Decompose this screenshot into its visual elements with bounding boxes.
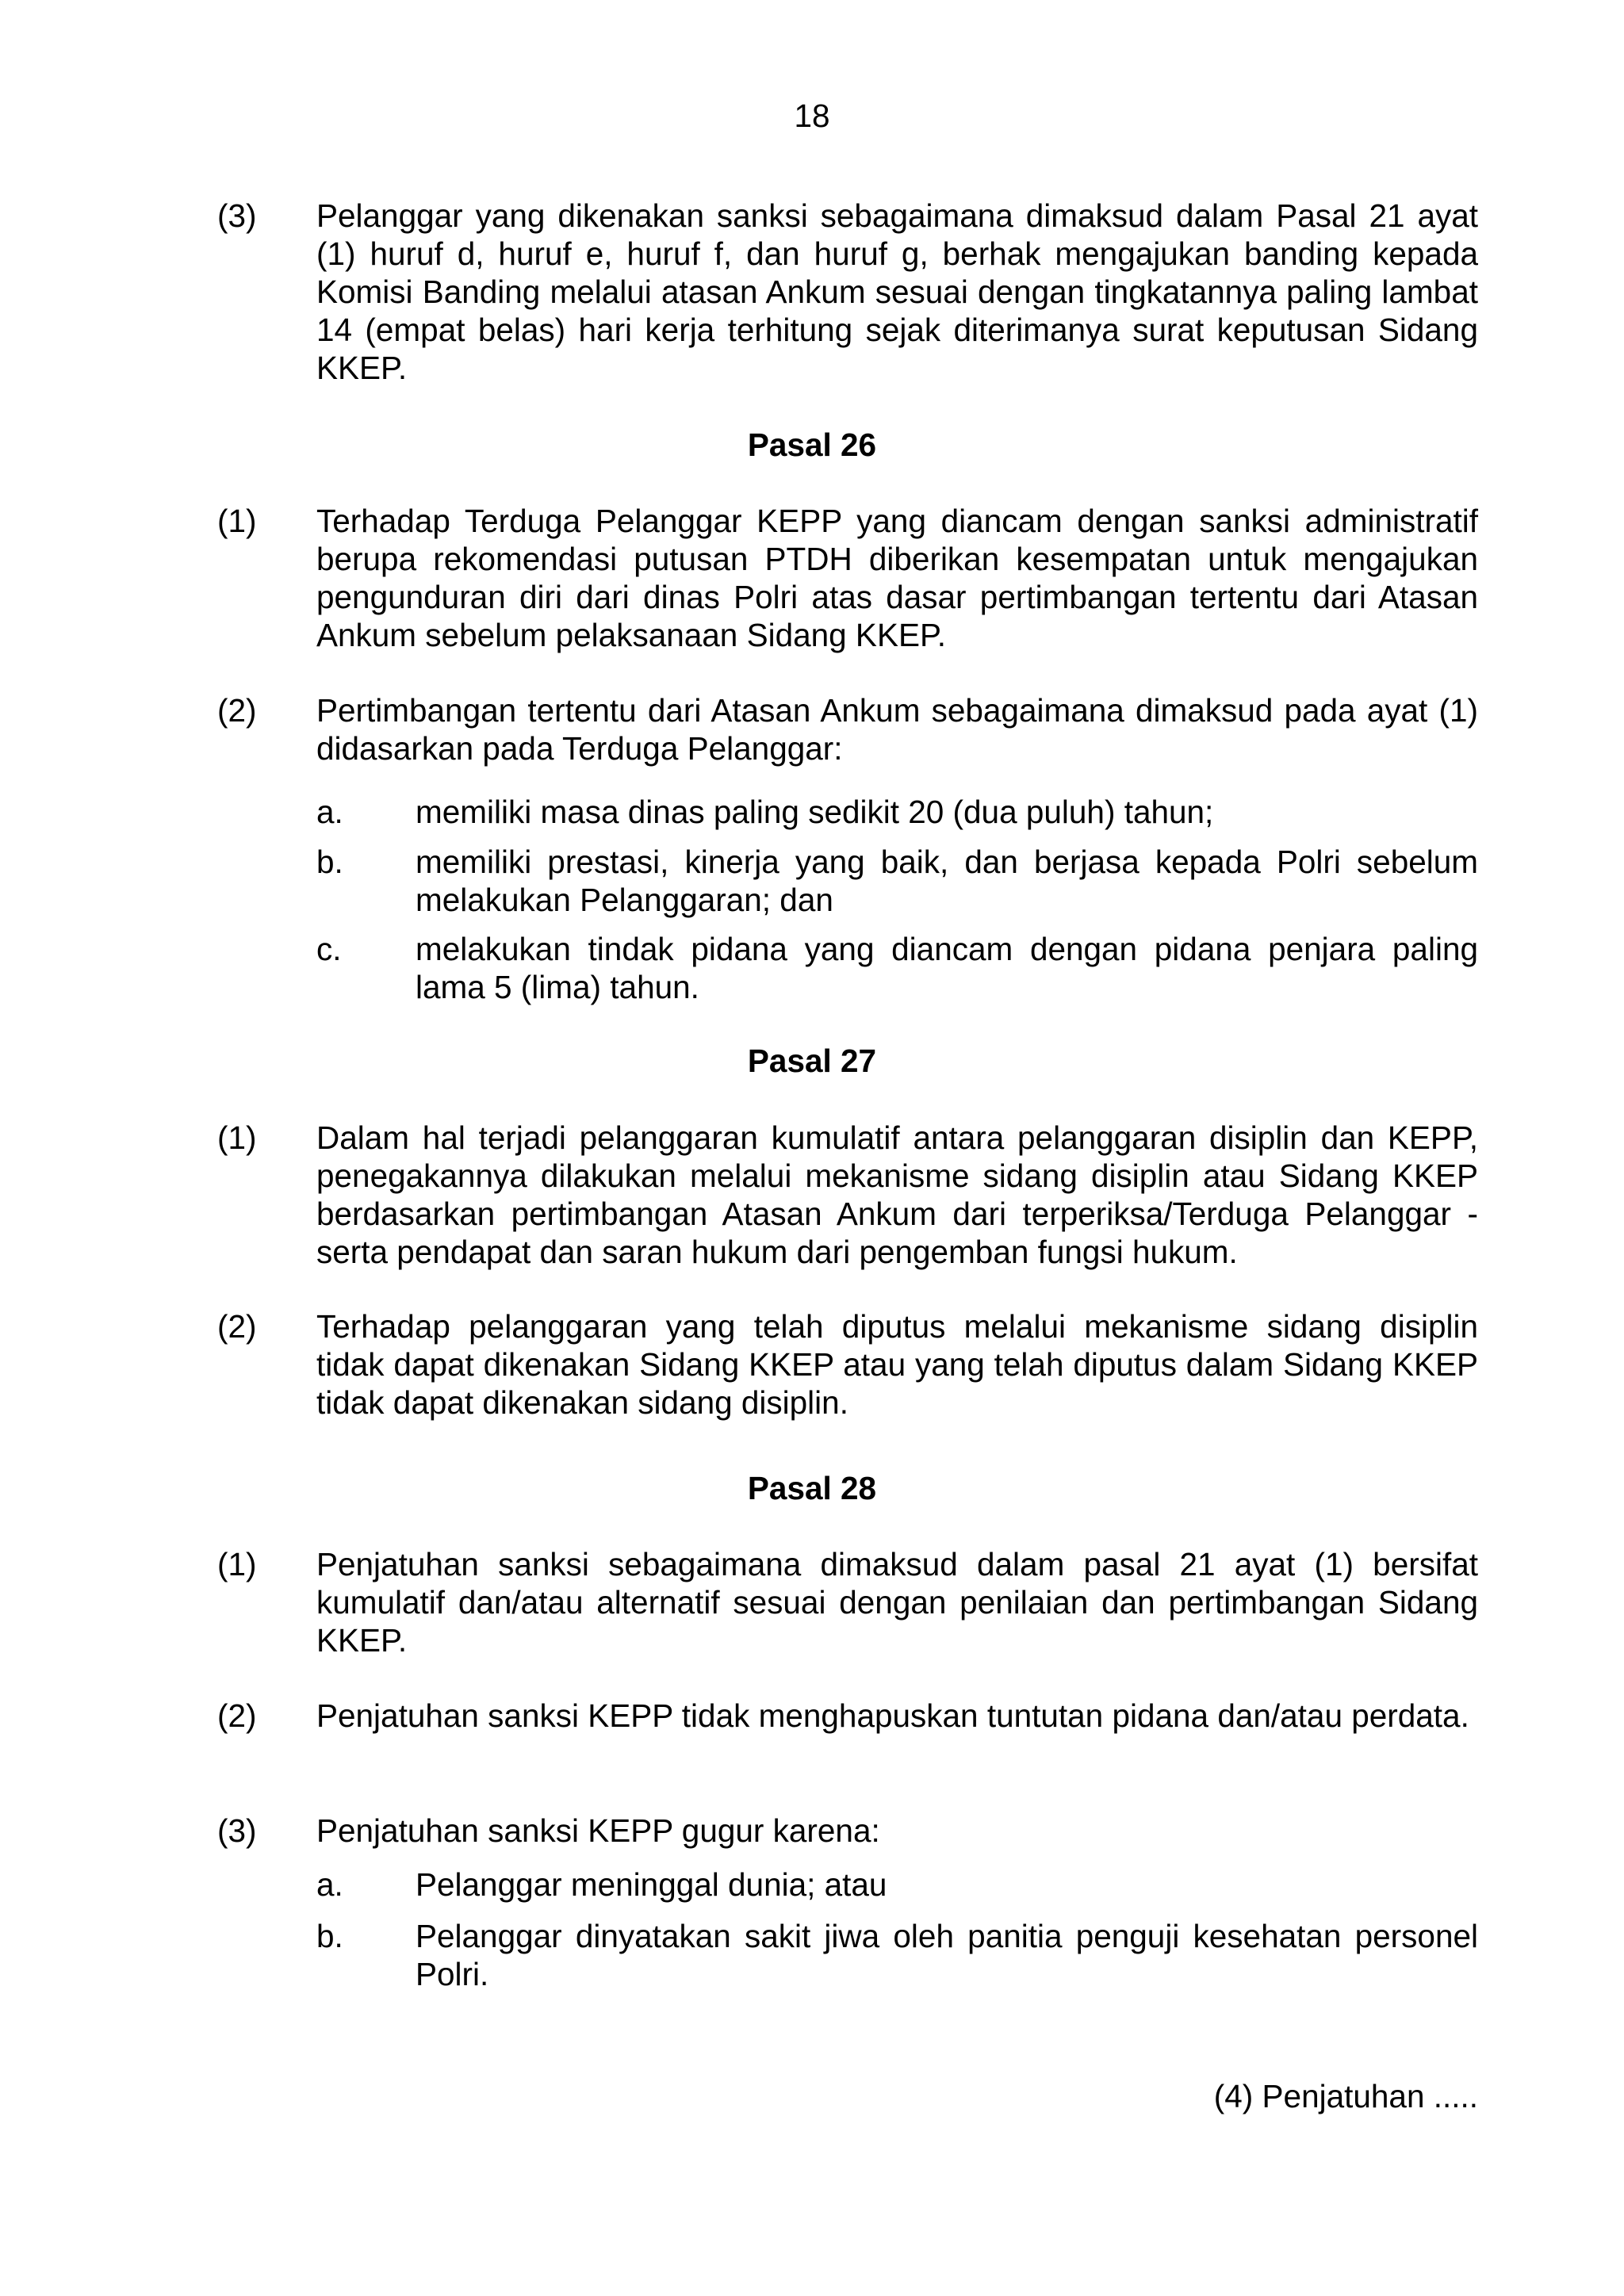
clause-text: Dalam hal terjadi pelanggaran kumulatif antara pelanggaran disiplin dan KEPP, penegakannya dilakukan melalui mekanisme sidang disiplin atau Sidang KKEP berdasarkan pertimbangan Atasan Ankum dari terperiksa/Terduga Pelanggar - serta pendapat dan saran hukum dari pengemban fungsi hukum. [316, 1119, 1478, 1270]
sub-item-letter: b. [316, 1918, 343, 1954]
clause-text: Pelanggar yang dikenakan sanksi sebagaimana dimaksud dalam Pasal 21 ayat (1) huruf d, huruf e, huruf f, dan huruf g, berhak mengajukan banding kepada Komisi Banding melalui atasan Ankum sesuai dengan tingkatannya paling lambat 14 (empat belas) hari kerja terhitung sejak diterimanya surat keputusan Sidang KKEP. [316, 197, 1478, 386]
clause-number: (1) [217, 503, 257, 539]
sub-item-letter: c. [316, 931, 342, 967]
sub-item-text: memiliki prestasi, kinerja yang baik, dan berjasa kepada Polri sebelum melakukan Pelanggaran; dan [416, 844, 1478, 918]
clause-number: (3) [217, 197, 257, 234]
sub-item-letter: b. [316, 844, 343, 880]
sub-item-text: Pelanggar dinyatakan sakit jiwa oleh panitia penguji kesehatan personel Polri. [416, 1918, 1478, 1992]
sub-item-letter: a. [316, 1866, 343, 1903]
clause-number: (2) [217, 1697, 257, 1734]
clause-number: (2) [217, 692, 257, 729]
sub-item-text: memiliki masa dinas paling sedikit 20 (dua puluh) tahun; [416, 794, 1214, 830]
clause-number: (1) [217, 1546, 257, 1582]
article-heading: Pasal 26 [747, 427, 877, 463]
page-number: 18 [794, 98, 830, 134]
continuation-footer: (4) Penjatuhan ..... [1213, 2078, 1478, 2114]
clause-text: Terhadap pelanggaran yang telah diputus melalui mekanisme sidang disiplin tidak dapat dikenakan Sidang KKEP atau yang telah diputus dalam Sidang KKEP tidak dapat dikenakan sidang disiplin. [316, 1308, 1478, 1421]
clause-text: Penjatuhan sanksi KEPP gugur karena: [316, 1812, 880, 1849]
clause-text: Terhadap Terduga Pelanggar KEPP yang diancam dengan sanksi administratif berupa rekomendasi putusan PTDH diberikan kesempatan untuk mengajukan pengunduran diri dari dinas Polri atas dasar pertimbangan tertentu dari Atasan Ankum sebelum pelaksanaan Sidang KKEP. [316, 503, 1478, 653]
sub-item-letter: a. [316, 794, 343, 830]
clause-text: Penjatuhan sanksi sebagaimana dimaksud dalam pasal 21 ayat (1) bersifat kumulatif dan/atau alternatif sesuai dengan penilaian dan pertimbangan Sidang KKEP. [316, 1546, 1478, 1659]
clause-number: (3) [217, 1812, 257, 1849]
clause-number: (1) [217, 1119, 257, 1156]
clause-text: Penjatuhan sanksi KEPP tidak menghapuskan tuntutan pidana dan/atau perdata. [316, 1697, 1469, 1734]
sub-item-text: Pelanggar meninggal dunia; atau [416, 1866, 887, 1903]
clause-text: Pertimbangan tertentu dari Atasan Ankum sebagaimana dimaksud pada ayat (1) didasarkan pada Terduga Pelanggar: [316, 692, 1478, 767]
article-heading: Pasal 28 [747, 1470, 877, 1506]
article-heading: Pasal 27 [747, 1043, 877, 1079]
sub-item-text: melakukan tindak pidana yang diancam dengan pidana penjara paling lama 5 (lima) tahun. [416, 931, 1478, 1005]
clause-number: (2) [217, 1308, 257, 1345]
